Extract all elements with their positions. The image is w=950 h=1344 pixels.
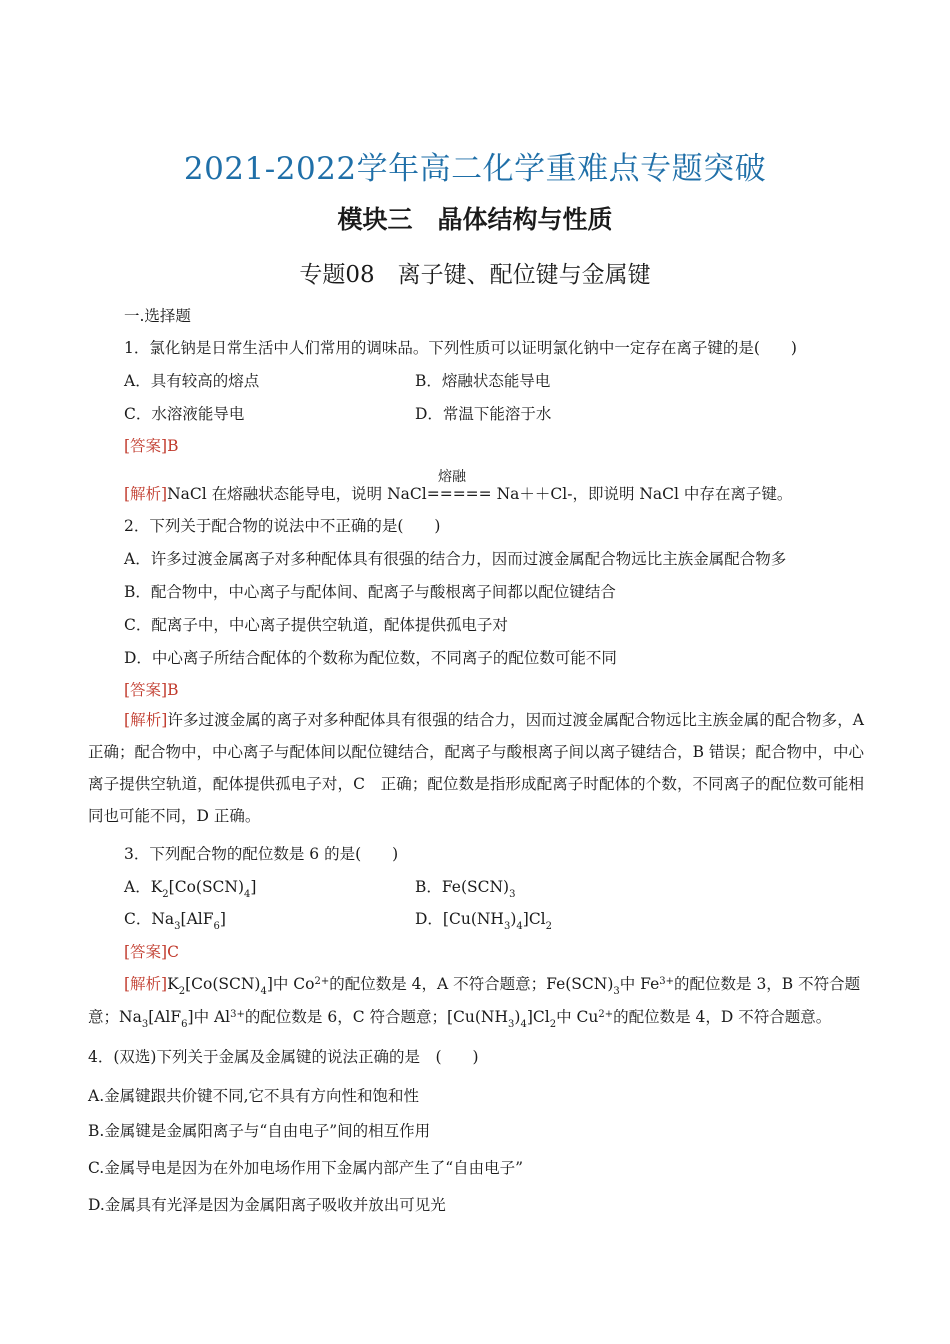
q3-analysis-line1: [解析]$K_2[Co(SCN)_4]$中 $Co^{2+}$的配位数是 4，A 不符合题意；$Fe(SCN)_3$中 $Fe^{3+}$的配位数是 3，B 不符合题: [124, 975, 861, 997]
q4-option-c: C.金属导电是因为在外加电场作用下金属内部产生了“自由电子”: [88, 1159, 524, 1177]
q3-answer: [答案]C: [124, 943, 179, 961]
q1-option-c: C．水溶液能导电: [124, 405, 245, 423]
q3-option-b: B．$Fe(SCN)_3$: [415, 878, 516, 900]
q1-option-a: A．具有较高的熔点: [124, 372, 260, 390]
q4-option-a: A.金属键跟共价键不同,它不具有方向性和饱和性: [88, 1087, 420, 1105]
q1-option-b: B．熔融状态能导电: [415, 372, 551, 390]
q1-stem: 1．氯化钠是日常生活中人们常用的调味品。下列性质可以证明氯化钠中一定存在离子键的是( ): [124, 339, 797, 357]
analysis-tag: [解析]: [124, 711, 168, 729]
q2-option-a: A．许多过渡金属离子对多种配体具有很强的结合力，因而过渡金属配合物远比主族金属配合物多: [124, 550, 787, 568]
analysis-tag: [解析]: [124, 485, 168, 503]
section-heading: 一.选择题: [124, 307, 191, 325]
q3-option-c: C．$Na_3[AlF_6]$: [124, 910, 226, 932]
q3-option-d: D．$[Cu(NH_3)_4]Cl_2$: [415, 910, 553, 932]
q2-option-c: C．配离子中，中心离子提供空轨道，配体提供孤电子对: [124, 616, 508, 634]
equation-arrow: =====: [426, 485, 492, 503]
q2-option-b: B．配合物中，中心离子与配体间、配离子与酸根离子间都以配位键结合: [124, 583, 616, 601]
q2-answer: [答案]B: [124, 681, 179, 699]
q4-option-d: D.金属具有光泽是因为金属阳离子吸收并放出可见光: [88, 1196, 446, 1214]
q1-answer: [答案]B: [124, 437, 179, 455]
q1-option-d: D．常温下能溶于水: [415, 405, 552, 423]
q3-analysis-line2: 意；$Na_3[AlF_6]$中 $Al^{3+}$的配位数是 6，C 符合题意；$[Cu(NH_3)_4]Cl_2$中 $Cu^{2+}$的配位数是 4，D 不符合题意。: [88, 1008, 832, 1030]
q3-stem: 3．下列配合物的配位数是 6 的是( ): [124, 845, 399, 863]
q1-condition-label: 熔融: [438, 469, 466, 485]
q4-stem: 4．(双选)下列关于金属及金属键的说法正确的是 ( ): [88, 1048, 479, 1066]
q2-option-d: D．中心离子所结合配体的个数称为配位数，不同离子的配位数可能不同: [124, 649, 617, 667]
q4-option-b: B.金属键是金属阳离子与“自由电子”间的相互作用: [88, 1122, 431, 1140]
module-title: 模块三 晶体结构与性质: [337, 205, 613, 234]
document-title: 2021-2022学年高二化学重难点专题突破: [183, 151, 767, 187]
q3-option-a: A．$K_2[Co(SCN)_4]$: [124, 878, 257, 900]
q2-stem: 2．下列关于配合物的说法中不正确的是( ): [124, 517, 441, 535]
q2-analysis: [解析]许多过渡金属的离子对多种配体具有很强的结合力，因而过渡金属配合物远比主族金属的配合物多，A 正确；配合物中，中心离子与配体间以配位键结合，配离子与酸根离子间以离子键结合，B 错误；配合物中，中心离子提供空轨道，配体提供孤电子对，C 正确；配位数是指形成配离子时配体的个数，不同离子的配位数可能相同也可能不同，D 正确。: [88, 711, 864, 825]
topic-title: 专题08 离子键、配位键与金属键: [299, 262, 651, 288]
analysis-tag: [解析]: [124, 975, 168, 993]
q1-analysis: [解析]NaCl 在熔融状态能导电，说明 NaCl===== Na＋＋Cl-，即说明 NaCl 中存在离子键。: [124, 485, 793, 503]
